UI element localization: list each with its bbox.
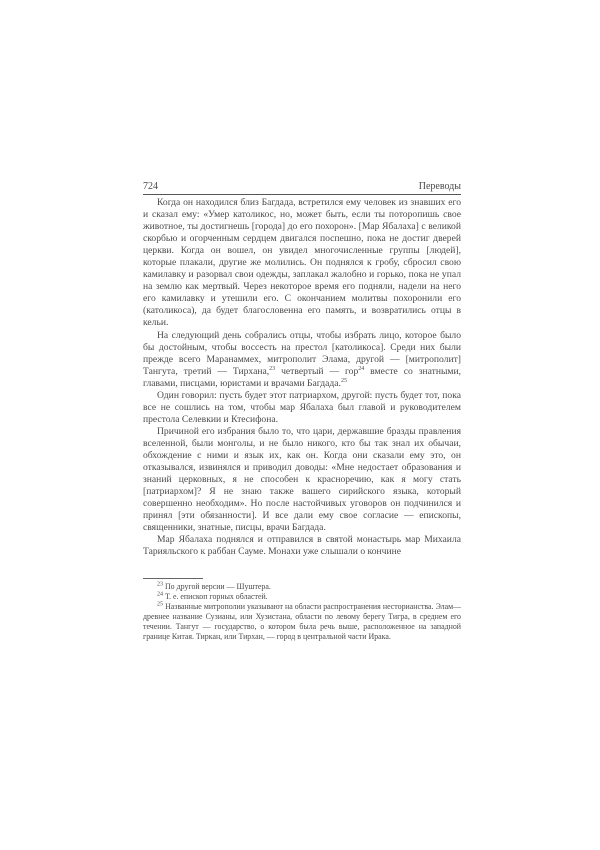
section-title: Переводы xyxy=(418,181,461,192)
footnote-ref: 24 xyxy=(358,365,365,372)
footnote-text: Названные митрополии указывают на области распространения несторианства. Элам—древнее название Сузианы, или Хузистана, области по левому берегу Тигра, в среднем его течении. Тангут — государство, о котором была речь выше, расположенное на западной границе Китая. Тиркан, или Тирхан, — город в центральной части Ирака. xyxy=(143,602,461,642)
paragraph: Когда он находился близ Багдада, встретился ему человек из знавших его и сказал ему: «Умер католикос, но, может быть, если ты поторопишь свое животное, ты достигнешь [города] до его похорон». [Мар Ябалаха] с великой скорбью и огорченным сердцем двигался поспешно, пока не достиг дверей церкви. Когда он вошел, он увидел многочисленные группы [людей], которые плакали, другие же молились. Он поднялся к гробу, сбросил свою камилавку и разорвал свои одежды, заплакал жалобно и горько, пока не упал на землю как мертвый. Через некоторое время его подняли, надели на него его камилавку и утешили его. С окончанием молитвы похоронили его (католикоса), да будет благословенна его память, и возвратились отцы в кельи. xyxy=(143,197,461,329)
paragraph: Причиной его избрания было то, что цари, державшие бразды правления вселенной, были монголы, и не было никого, кто бы так знал их обычаи, обхождение с ними и язык их, как он. Когда они сказали ему это, он отказывался, извинялся и приводил доводы: «Мне недостает образования и знаний церковных, я не способен к красноречию, как я могу стать [патриархом]? Я не знаю также вашего сирийского языка, который совершенно необходим». Но после настойчивых уговоров он подчинился и принял [эти обязанности]. И все дали ему свое согласие — епископы, священники, знатные, писцы, врачи Багдада. xyxy=(143,425,461,534)
paragraph-text: четвертый — гор xyxy=(275,365,359,377)
paragraph xyxy=(143,330,461,390)
running-header xyxy=(143,180,461,195)
footnote-ref: 23 xyxy=(269,365,276,372)
footnote-number: 25 xyxy=(157,601,163,608)
footnote xyxy=(143,602,461,642)
paragraph: Мар Ябалаха поднялся и отправился в святой монастырь мар Михаила Тарияльского к раббан Сауме. Монахи уже слышали о кончине xyxy=(143,534,461,558)
footnotes xyxy=(143,582,461,643)
footnote xyxy=(143,582,461,592)
footnote-text: Т. е. епископ горных областей. xyxy=(164,592,268,602)
footnote-ref: 25 xyxy=(340,377,347,384)
paragraph: Один говорил: пусть будет этот патриархом, другой: пусть будет тот, пока все не сошлись на том, чтобы мар Ябалаха был главой и руководителем престола Селевкии и Ктесифона. xyxy=(143,389,461,425)
footnote-divider xyxy=(143,578,203,579)
footnote-number: 23 xyxy=(157,581,163,588)
footnote xyxy=(143,592,461,602)
footnote-number: 24 xyxy=(157,591,163,598)
body-text xyxy=(143,197,461,558)
paragraph-text: На следующий день собрались отцы, чтобы избрать лицо, которое было бы достойным, чтобы воссесть на престол [католикоса]. Среди них были прежде всего Маранаммех, митрополит Элама, другой — [митрополит] Тангута, третий — Тирхана, xyxy=(143,329,461,377)
footnote-text: По другой версии — Шуштера. xyxy=(164,582,271,591)
page-number: 724 xyxy=(143,181,158,192)
paragraph-text: вместе со знатными, главами, писцами, юристами и врачами Багдада. xyxy=(143,365,462,389)
